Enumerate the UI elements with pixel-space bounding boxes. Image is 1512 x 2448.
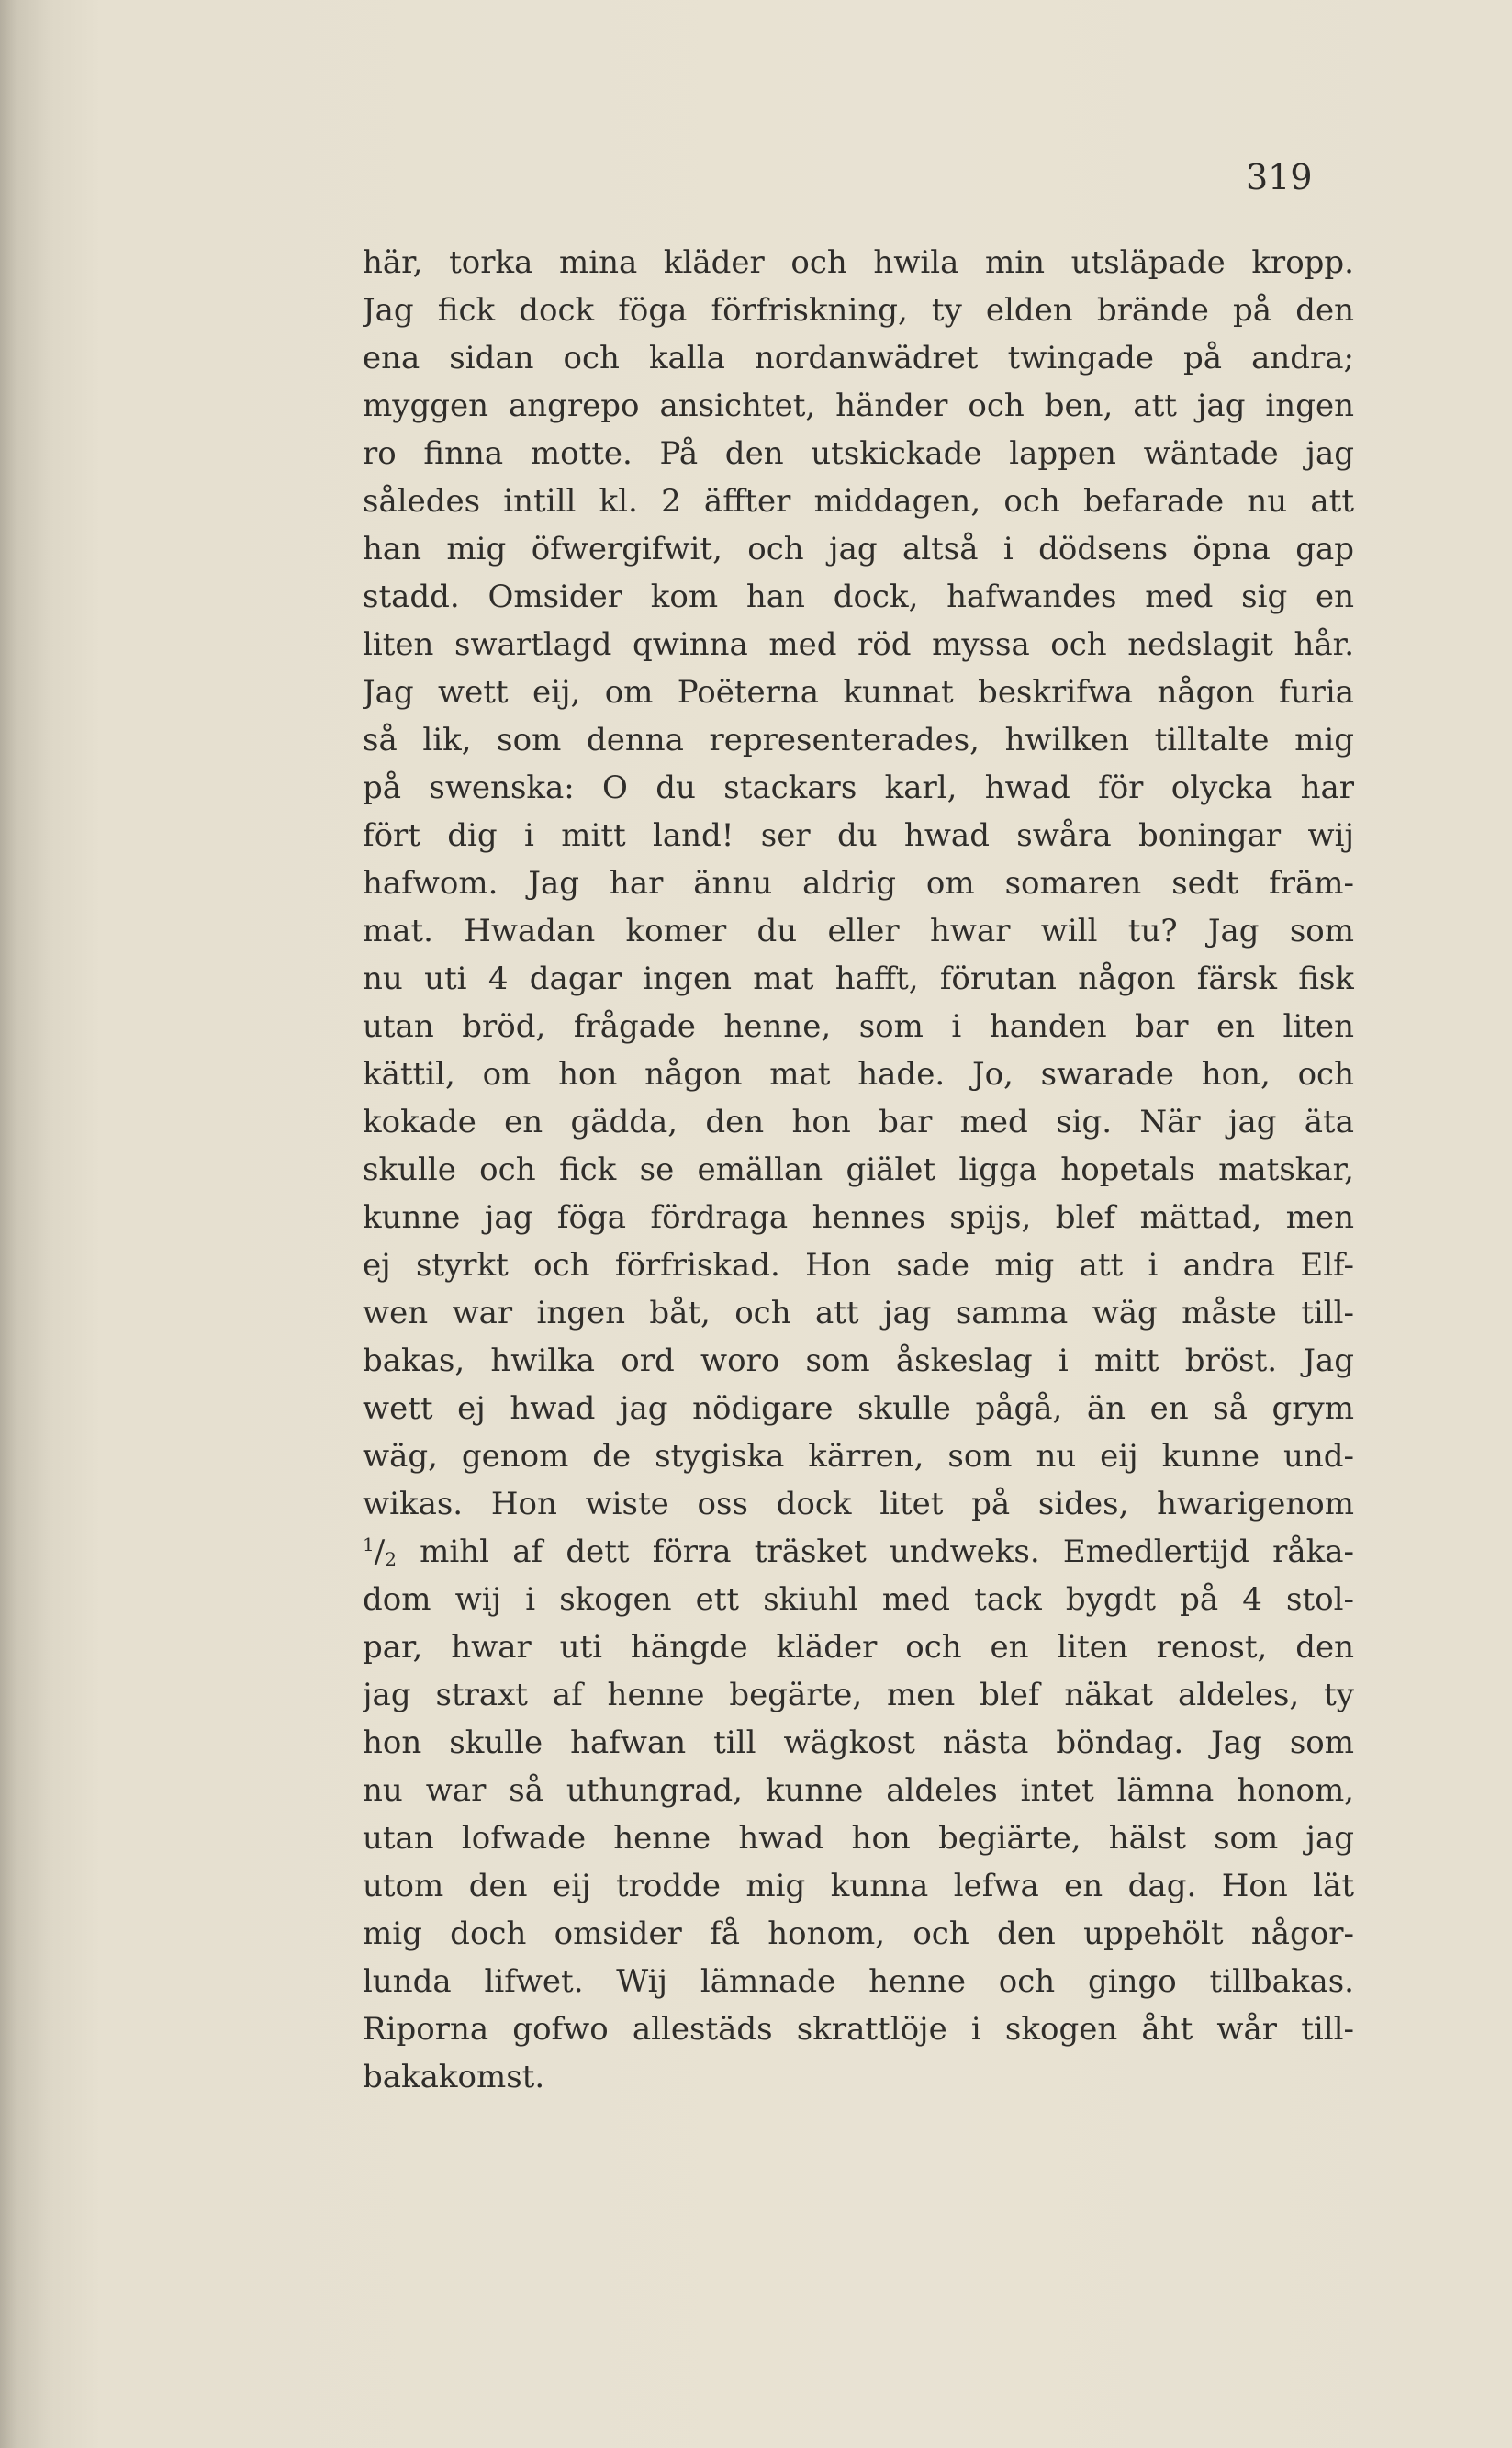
text-line-fraction: [363, 1528, 1354, 1576]
fraction-denominator: 2: [385, 1548, 397, 1570]
text-line: mat. Hwadan komer du eller hwar will tu? Jag som: [363, 913, 1354, 949]
text-line: myggen angrepo ansichtet, händer och ben, att jag ingen: [363, 387, 1354, 424]
text-line: mig doch omsider få honom, och den uppehölt någor-: [363, 1915, 1354, 1952]
text-line: kokade en gädda, den hon bar med sig. När jag äta: [363, 1104, 1354, 1140]
text-line: lunda lifwet. Wij lämnade henne och gingo tillbakas.: [363, 1963, 1354, 2000]
text-line: hafwom. Jag har ännu aldrig om somaren sedt främ-: [363, 865, 1354, 902]
text-line: nu uti 4 dagar ingen mat hafft, förutan någon färsk fisk: [363, 960, 1354, 997]
page-number: 319: [1246, 157, 1313, 197]
text-line: bakas, hwilka ord woro som åskeslag i mitt bröst. Jag: [363, 1342, 1354, 1379]
text-line: liten swartlagd qwinna med röd myssa och nedslagit hår.: [363, 626, 1354, 663]
text-line: wen war ingen båt, och att jag samma wäg måste till-: [363, 1295, 1354, 1331]
text-line: så lik, som denna representerades, hwilken tilltalte mig: [363, 722, 1354, 758]
text-line: skulle och fick se emällan giälet ligga hopetals matskar,: [363, 1151, 1354, 1188]
text-line: kättil, om hon någon mat hade. Jo, swarade hon, och: [363, 1056, 1354, 1093]
text-line: wikas. Hon wiste oss dock litet på sides, hwarigenom: [363, 1486, 1354, 1522]
text-line: nu war så uthungrad, kunne aldeles intet lämna honom,: [363, 1772, 1354, 1809]
text-line: ena sidan och kalla nordanwädret twingade på andra;: [363, 340, 1354, 376]
fraction-numerator: 1: [363, 1533, 375, 1555]
text-line: utan lofwade henne hwad hon begiärte, hälst som jag: [363, 1820, 1354, 1857]
text-line: Jag wett eij, om Poëterna kunnat beskrifwa någon furia: [363, 674, 1354, 711]
text-line: fört dig i mitt land! ser du hwad swåra boningar wij: [363, 817, 1354, 854]
text-line: utom den eij trodde mig kunna lefwa en dag. Hon lät: [363, 1868, 1354, 1904]
body-text: [363, 239, 1354, 2101]
text-line: således intill kl. 2 äffter middagen, och befarade nu att: [363, 483, 1354, 520]
text-line: ro finna motte. På den utskickade lappen wäntade jag: [363, 435, 1354, 472]
text-line: ej styrkt och förfriskad. Hon sade mig att i andra Elf-: [363, 1247, 1354, 1284]
text-line: jag straxt af henne begärte, men blef näkat aldeles, ty: [363, 1677, 1354, 1713]
fraction-slash: /: [374, 1533, 386, 1570]
text-line: utan bröd, frågade henne, som i handen bar en liten: [363, 1008, 1354, 1045]
text-line: wäg, genom de stygiska kärren, som nu eij kunne und-: [363, 1438, 1354, 1475]
text-line: dom wij i skogen ett skiuhl med tack bygdt på 4 stol-: [363, 1581, 1354, 1618]
text-line: par, hwar uti hängde kläder och en liten renost, den: [363, 1629, 1354, 1666]
text-line: bakakomst.: [363, 2059, 545, 2095]
fraction: [363, 1533, 397, 1570]
text-line: wett ej hwad jag nödigare skulle pågå, än en så grym: [363, 1390, 1354, 1427]
text-line: Jag fick dock föga förfriskning, ty elden brände på den: [363, 292, 1354, 329]
text-line-rest: mihl af dett förra träsket undweks. Emedlertijd råka-: [420, 1533, 1354, 1570]
text-line: hon skulle hafwan till wägkost nästa böndag. Jag som: [363, 1724, 1354, 1761]
text-line: kunne jag föga fördraga hennes spijs, blef mättad, men: [363, 1199, 1354, 1236]
text-line: här, torka mina kläder och hwila min utsläpade kropp.: [363, 244, 1354, 281]
text-line: han mig öfwergifwit, och jag altså i dödsens öpna gap: [363, 531, 1354, 567]
text-line: på swenska: O du stackars karl, hwad för olycka har: [363, 769, 1354, 806]
text-line: Riporna gofwo allestäds skrattlöje i skogen åht wår till-: [363, 2011, 1354, 2048]
text-line: stadd. Omsider kom han dock, hafwandes med sig en: [363, 578, 1354, 615]
